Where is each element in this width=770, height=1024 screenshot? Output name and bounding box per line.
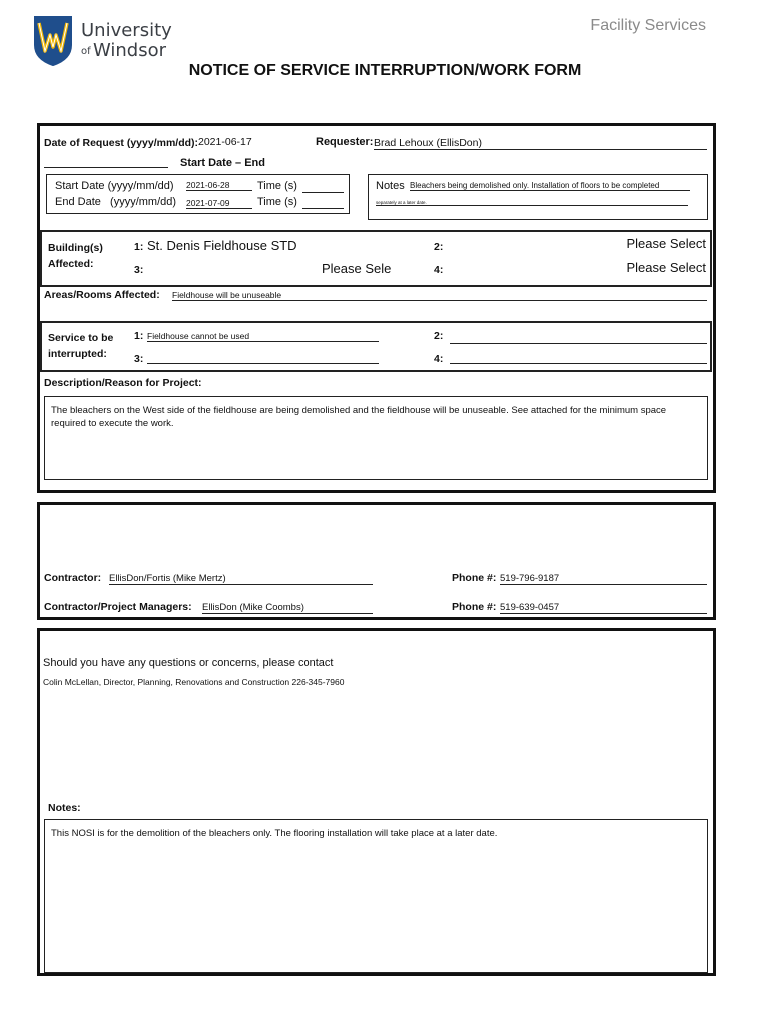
project-manager-phone-label: Phone #:	[452, 601, 497, 613]
building-3-select[interactable]: Please Sele	[322, 261, 392, 276]
contact-person: Colin McLellan, Director, Planning, Renovations and Construction 226-345-7960	[43, 677, 345, 687]
notes-label: Notes:	[48, 802, 81, 814]
buildings-label-line2: Affected:	[48, 258, 94, 270]
logo-text-university: University	[81, 20, 172, 41]
end-time-label: Time (s)	[257, 196, 297, 208]
end-time-field[interactable]	[302, 208, 344, 209]
logo-text-of: of	[81, 46, 91, 57]
start-date-label: Start Date (yyyy/mm/dd)	[55, 180, 174, 192]
dates-notes-line2[interactable]: separately at a later date.	[376, 200, 688, 206]
service-2-number: 2:	[434, 330, 444, 342]
project-manager-value[interactable]: EllisDon (Mike Coombs)	[202, 602, 373, 614]
notes-text: This NOSI is for the demolition of the bleachers only. The flooring installation will take place at a later date.	[51, 828, 498, 839]
start-date-value[interactable]: 2021-06-28	[186, 180, 252, 191]
end-date-value[interactable]: 2021-07-09	[186, 198, 252, 209]
building-2-select[interactable]: Please Select	[626, 236, 706, 251]
building-4-select[interactable]: Please Select	[626, 260, 706, 275]
page-title: NOTICE OF SERVICE INTERRUPTION/WORK FORM	[188, 62, 582, 79]
end-date-label: End Date (yyyy/mm/dd)	[55, 196, 177, 208]
requester-value[interactable]: Brad Lehoux (EllisDon)	[374, 137, 707, 150]
notes-text-box[interactable]	[44, 819, 708, 973]
service-1-field[interactable]: Fieldhouse cannot be used	[147, 331, 379, 342]
date-of-request-label: Date of Request (yyyy/mm/dd):	[44, 137, 199, 149]
areas-label: Areas/Rooms Affected:	[44, 289, 160, 301]
department-name: Facility Services	[590, 17, 706, 34]
shield-logo-icon	[33, 15, 73, 67]
service-1-number: 1:	[134, 330, 144, 342]
building-2-number: 2:	[434, 241, 444, 253]
contractor-phone-label: Phone #:	[452, 572, 497, 584]
blank-line	[44, 167, 168, 168]
service-3-field[interactable]	[147, 363, 379, 364]
service-4-field[interactable]	[450, 363, 707, 364]
dates-notes-line1[interactable]: Bleachers being demolished only. Installation of floors to be completed	[410, 181, 690, 191]
contractor-phone-value[interactable]: 519-796-9187	[500, 573, 707, 585]
contact-intro: Should you have any questions or concerns, please contact	[43, 657, 334, 669]
building-1-number: 1:	[134, 241, 144, 253]
service-label-line2: interrupted:	[48, 348, 107, 360]
service-4-number: 4:	[434, 353, 444, 365]
project-manager-phone-value[interactable]: 519-639-0457	[500, 602, 707, 614]
project-manager-label: Contractor/Project Managers:	[44, 601, 192, 613]
service-label-line1: Service to be	[48, 332, 114, 344]
building-1-select[interactable]: St. Denis Fieldhouse STD	[147, 238, 297, 253]
dates-notes-label: Notes	[376, 180, 405, 192]
building-4-number: 4:	[434, 264, 444, 276]
start-end-heading: Start Date – End	[180, 157, 265, 169]
buildings-box	[40, 230, 712, 287]
building-3-number: 3:	[134, 264, 144, 276]
description-label: Description/Reason for Project:	[44, 377, 202, 389]
areas-value[interactable]: Fieldhouse will be unuseable	[172, 290, 707, 301]
description-text: The bleachers on the West side of the fieldhouse are being demolished and the fieldhouse will be unuseable. See attached for the minimum space required to execute the work.	[51, 405, 667, 429]
logo-text-windsor: Windsor	[93, 40, 167, 61]
start-time-label: Time (s)	[257, 180, 297, 192]
service-2-field[interactable]	[450, 343, 707, 344]
contractor-value[interactable]: EllisDon/Fortis (Mike Mertz)	[109, 573, 373, 585]
service-3-number: 3:	[134, 353, 144, 365]
contractor-label: Contractor:	[44, 572, 102, 584]
start-time-field[interactable]	[302, 192, 344, 193]
requester-label: Requester:	[316, 136, 374, 148]
buildings-label-line1: Building(s)	[48, 242, 103, 254]
date-of-request-value[interactable]: 2021-06-17	[198, 136, 252, 148]
